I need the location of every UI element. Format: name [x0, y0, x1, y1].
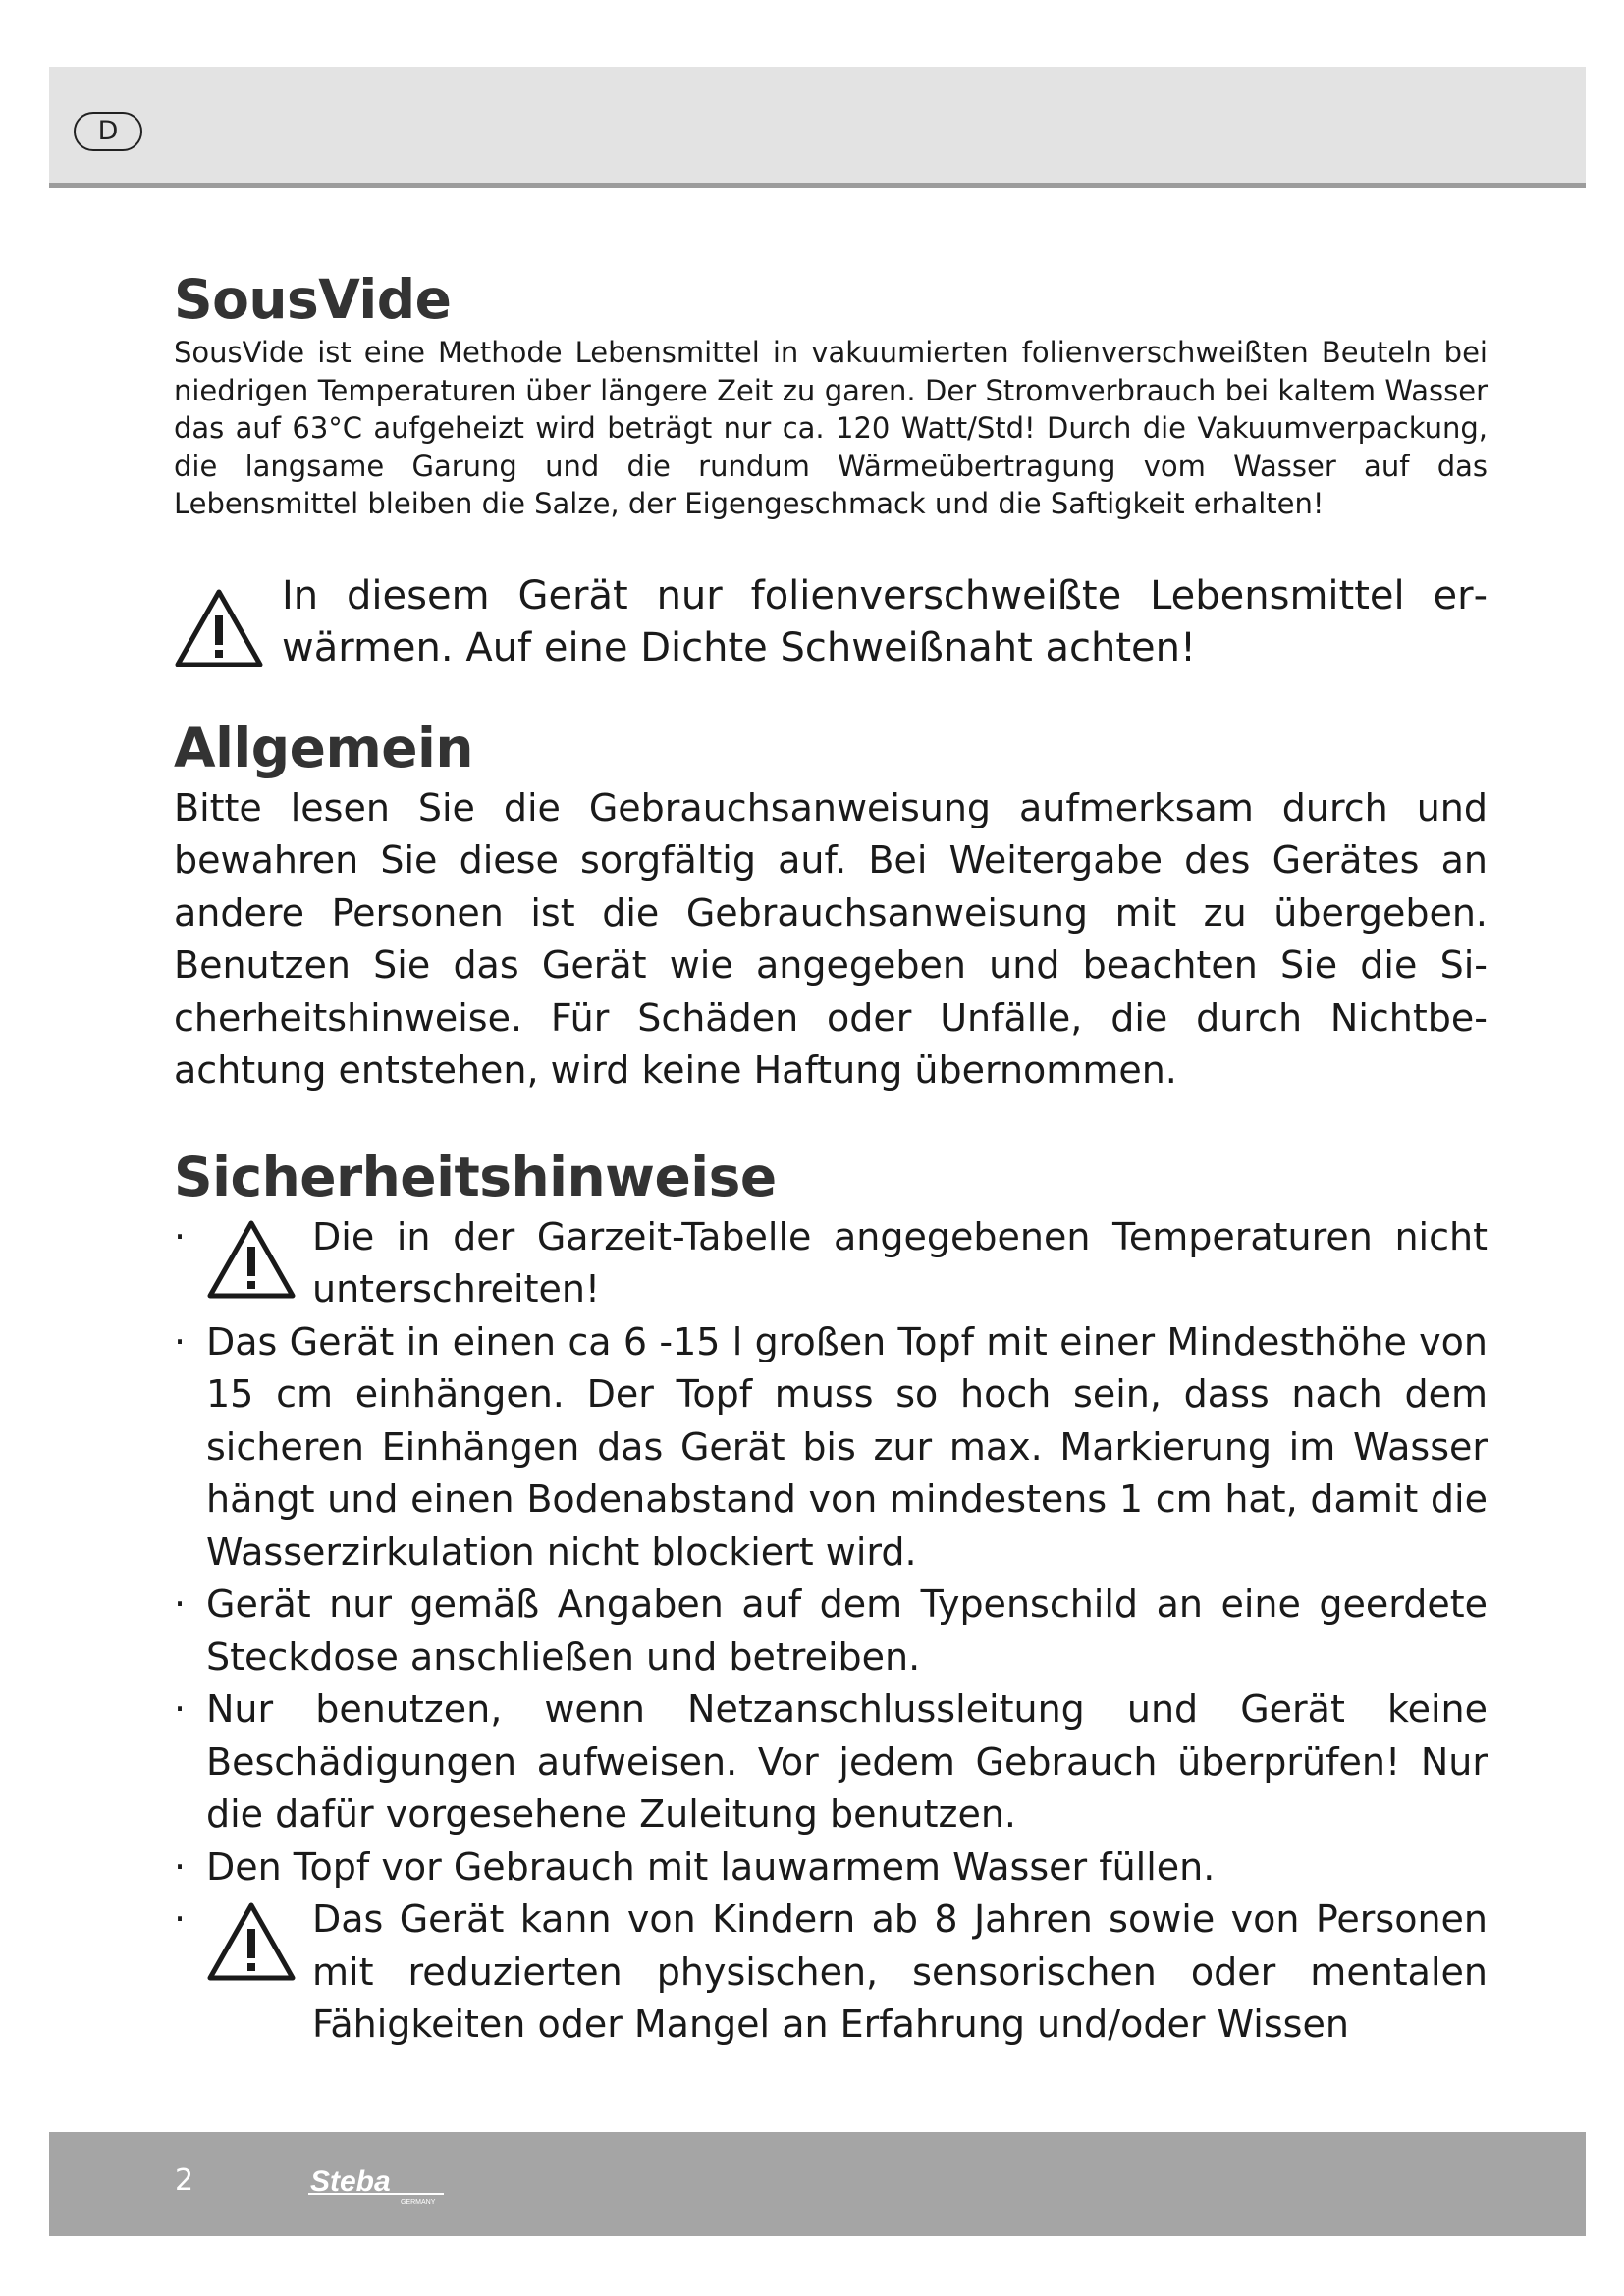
bullet-dot: ·: [174, 1214, 187, 1258]
sousvide-warning: [174, 570, 1488, 674]
allgemein-body: Bitte lesen Sie die Gebrauchsanweisung aufmerksam durch und bewahren Sie diese sorgfältig auf. Bei Weitergabe des Gerätes an andere Personen ist die Gebrauchsanweisung mit zu übergeben. Benutzen Sie das Gerät wie angegeben und beachten Sie die Sicherheitshinweise. Für Schäden oder Unfälle, die durch Nichtbeachtung entstehen, wird keine Haftung übernommen.: [174, 785, 1488, 1092]
language-badge: D: [74, 112, 142, 151]
safety-item-text: Gerät nur gemäß Angaben auf dem Typenschild an eine geerdete Steckdose anschließen und betreiben.: [206, 1582, 1488, 1679]
safety-item-text: Das Gerät in einen ca 6 -15 l großen Topf mit einer Mindesthöhe von 15 cm einhängen. Der Topf muss so hoch sein, dass nach dem sicheren Einhängen das Gerät bis zur max. Markierung im Wasser hängt und einen Bodenabstand von mindestens 1 cm hat, damit die Wasserzirkulation nicht blockiert wird.: [206, 1319, 1488, 1574]
warning-triangle-icon: [174, 588, 264, 668]
allgemein-heading: Allgemein: [174, 716, 474, 779]
safety-item-text: Nur benutzen, wenn Netzanschlussleitung und Gerät keine Beschädigungen aufweisen. Vor jedem Gebrauch überprüfen! Nur die dafür vorgesehene Zuleitung benutzen.: [206, 1687, 1488, 1836]
warning-triangle-icon: [206, 1219, 297, 1300]
sousvide-heading: SousVide: [174, 268, 452, 331]
steba-logo: [306, 2162, 463, 2207]
bullet-dot: ·: [174, 1687, 187, 1731]
bullet-dot: ·: [174, 1897, 187, 1941]
logo-subtext: GERMANY: [401, 2199, 436, 2206]
page-number: 2: [175, 2163, 194, 2198]
list-item: [174, 1578, 1488, 1683]
bullet-dot: ·: [174, 1319, 187, 1363]
page-content: [174, 265, 1488, 2052]
list-item: [174, 1842, 1488, 1895]
list-item: [174, 1211, 1488, 1316]
header-band: [49, 67, 1586, 188]
safety-item-text: Die in der Garzeit-Tabelle angegebenen Temperaturen nicht unterschreiten!: [312, 1214, 1488, 1310]
bullet-dot: ·: [174, 1844, 187, 1889]
logo-wordmark: Steba: [310, 2165, 391, 2198]
list-item: [174, 1683, 1488, 1842]
safety-list: [174, 1211, 1488, 2052]
bullet-dot: ·: [174, 1582, 187, 1626]
safety-item-text: Den Topf vor Gebrauch mit lauwarmem Wasser füllen.: [206, 1844, 1216, 1889]
footer-band: [49, 2132, 1586, 2236]
safety-item-text: Das Gerät kann von Kindern ab 8 Jahren sowie von Personen mit reduzierten physischen, sensorischen oder mentalen Fähigkeiten oder Mangel an Erfahrung und/oder Wissen: [312, 1897, 1488, 2046]
warning-triangle-icon: [206, 1901, 297, 1982]
list-item: [174, 1894, 1488, 2052]
sicherheitshinweise-heading: Sicherheitshinweise: [174, 1145, 777, 1208]
sousvide-body: SousVide ist eine Methode Lebensmittel in vakuumierten folienverschweißten Beuteln bei niedrigen Temperaturen über längere Zeit zu garen. Der Stromverbrauch bei kaltem Wasser das auf 63°C aufgeheizt wird beträgt nur ca. 120 Watt/Std! Durch die Vakuumverpackung, die langsame Garung und die rundum Wärmeübertragung vom Wasser auf das Lebensmittel bleiben die Salze, der Eigengeschmack und die Saftigkeit erhalten!: [174, 336, 1488, 520]
sousvide-warning-text: In diesem Gerät nur folienverschweißte Lebensmittel erwärmen. Auf eine Dichte Schweißnaht achten!: [282, 572, 1488, 670]
list-item: [174, 1316, 1488, 1579]
